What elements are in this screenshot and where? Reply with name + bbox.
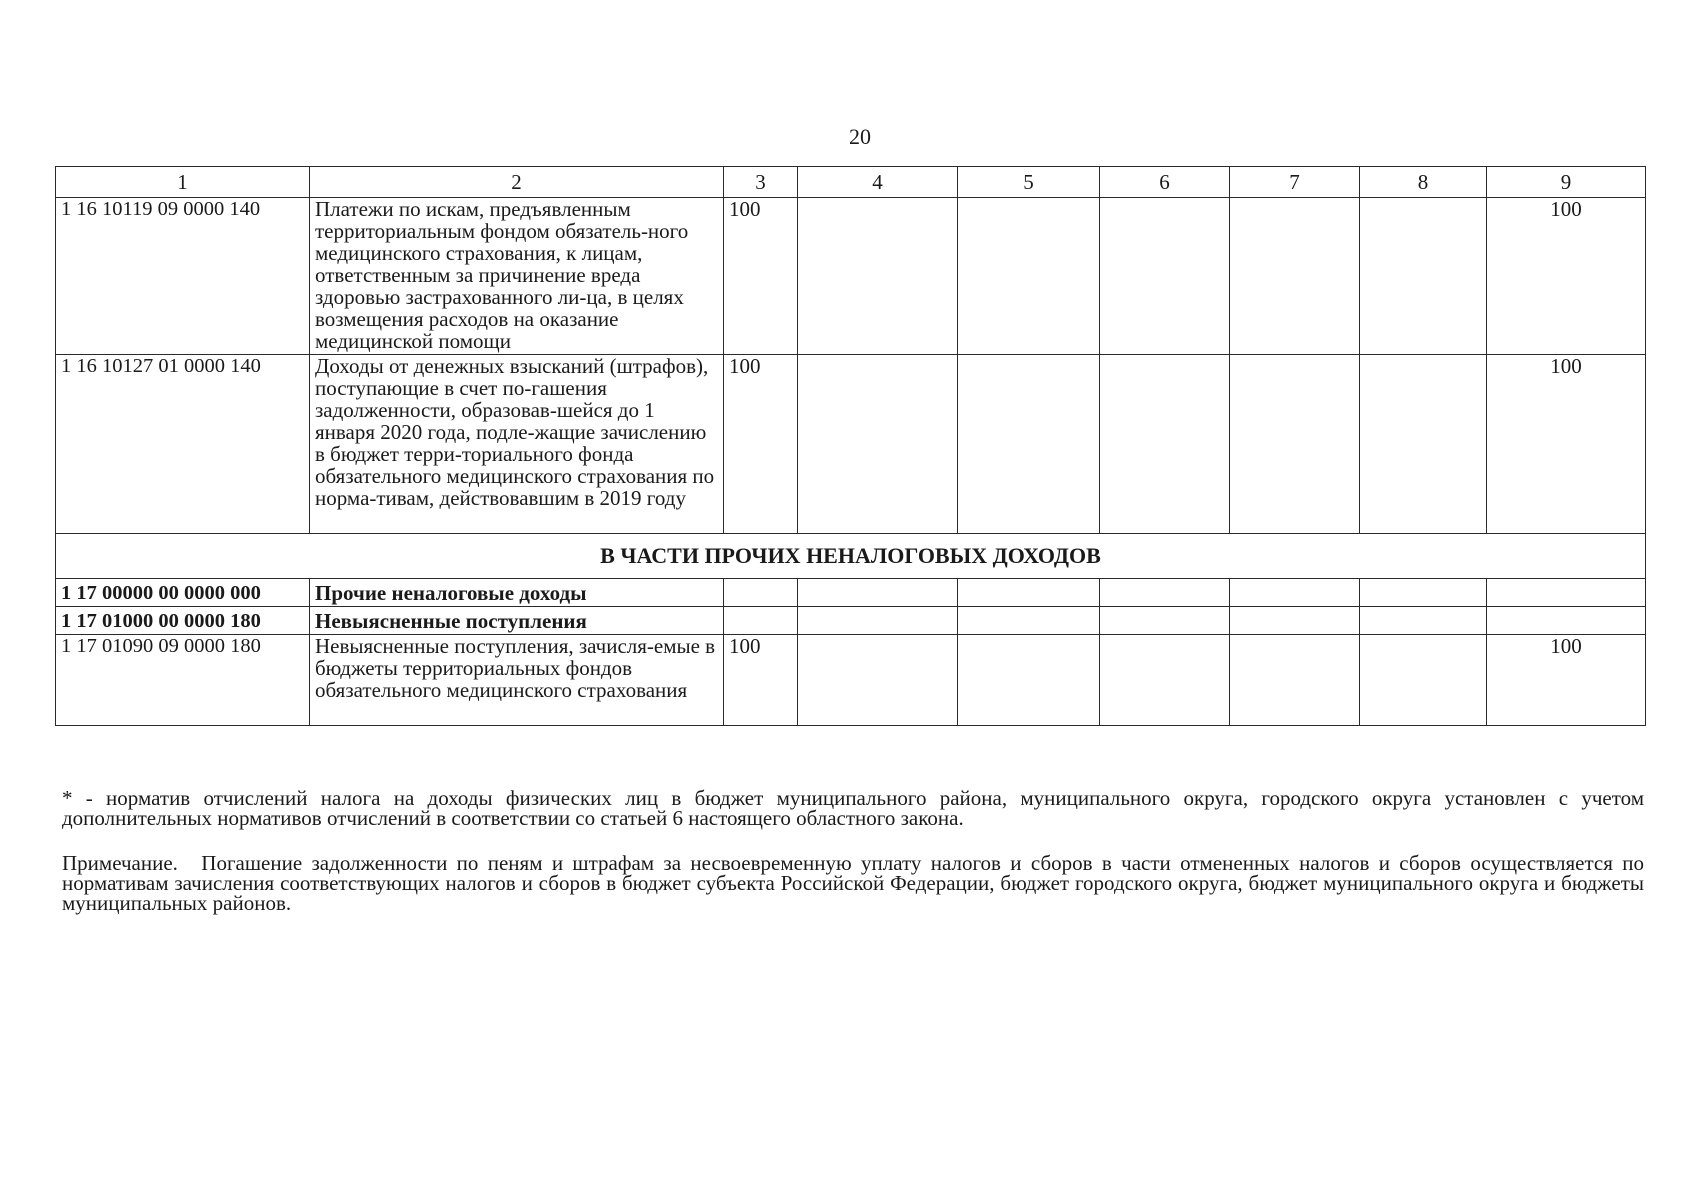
empty-cell (1100, 579, 1230, 607)
empty-cell (1487, 579, 1646, 607)
revenue-name: Прочие неналоговые доходы (310, 579, 724, 607)
empty-cell (1230, 198, 1360, 355)
table-row (56, 579, 1646, 607)
empty-cell (958, 579, 1100, 607)
table-header-row (56, 167, 1646, 198)
empty-cell (798, 607, 958, 635)
column-header-8: 8 (1360, 167, 1487, 198)
revenue-name: Невыясненные поступления (310, 607, 724, 635)
empty-cell (1100, 355, 1230, 534)
revenue-name: Доходы от денежных взысканий (штрафов), поступающие в счет по-гашения задолженности, образовав-шейся до 1 января 2020 года, подле-жащие зачислению в бюджет терри-ториального фонда обязательного медицинского страхования по норма-тивам, действовавшим в 2019 году (310, 355, 724, 534)
footnote-note (62, 853, 1644, 913)
norm-value-col3: 100 (724, 635, 798, 726)
empty-cell (958, 607, 1100, 635)
footnote-text: норматив отчислений налога на доходы физических лиц в бюджет муниципального района, муниципального округа, городского округа установлен с учетом дополнительных нормативов отчислений в соответствии со статьей 6 настоящего областного закона. (62, 786, 1645, 830)
note-label: Примечание. (62, 851, 178, 875)
table-row (56, 635, 1646, 726)
empty-cell (798, 198, 958, 355)
column-header-3: 3 (724, 167, 798, 198)
empty-cell (1230, 579, 1360, 607)
table-row (56, 355, 1646, 534)
revenue-name: Платежи по искам, предъявленным территориальным фондом обязатель-ного медицинского страхования, к лицам, ответственным за причинение вреда здоровью застрахованного ли-ца, в целях возмещения расходов на оказание медицинской помощи (310, 198, 724, 355)
empty-cell (724, 607, 798, 635)
norm-value-col3: 100 (724, 355, 798, 534)
note-text: Погашение задолженности по пеням и штрафам за несвоевременную уплату налогов и сборов в части отмененных налогов и сборов осуществляется по нормативам зачисления соответствующих налогов и сборов в бюджет субъекта Российской Федерации, бюджет городского округа, бюджет муниципального округа и бюджеты муниципальных районов. (62, 851, 1644, 915)
column-header-2: 2 (310, 167, 724, 198)
column-header-1: 1 (56, 167, 310, 198)
revenue-code: 1 17 01090 09 0000 180 (56, 635, 310, 726)
column-header-6: 6 (1100, 167, 1230, 198)
empty-cell (798, 355, 958, 534)
empty-cell (1100, 198, 1230, 355)
revenue-code: 1 16 10127 01 0000 140 (56, 355, 310, 534)
empty-cell (958, 635, 1100, 726)
norm-value-col3: 100 (724, 198, 798, 355)
empty-cell (958, 198, 1100, 355)
norm-value-col9: 100 (1487, 198, 1646, 355)
empty-cell (1360, 607, 1487, 635)
empty-cell (1100, 635, 1230, 726)
empty-cell (1100, 607, 1230, 635)
revenue-code: 1 16 10119 09 0000 140 (56, 198, 310, 355)
footnote-marker: * - (62, 786, 93, 810)
section-header-row (56, 534, 1646, 579)
empty-cell (1360, 579, 1487, 607)
empty-cell (1230, 635, 1360, 726)
revenue-code: 1 17 00000 00 0000 000 (56, 579, 310, 607)
table-row (56, 607, 1646, 635)
empty-cell (724, 579, 798, 607)
empty-cell (1487, 607, 1646, 635)
revenue-name: Невыясненные поступления, зачисля-емые в бюджеты территориальных фондов обязательного медицинского страхования (310, 635, 724, 726)
revenue-norms-table (55, 166, 1646, 726)
empty-cell (1360, 198, 1487, 355)
norm-value-col9: 100 (1487, 355, 1646, 534)
empty-cell (1230, 355, 1360, 534)
table-row (56, 198, 1646, 355)
column-header-5: 5 (958, 167, 1100, 198)
empty-cell (958, 355, 1100, 534)
empty-cell (1230, 607, 1360, 635)
column-header-7: 7 (1230, 167, 1360, 198)
column-header-9: 9 (1487, 167, 1646, 198)
empty-cell (1360, 635, 1487, 726)
norm-value-col9: 100 (1487, 635, 1646, 726)
footnote-asterisk (62, 788, 1644, 828)
empty-cell (1360, 355, 1487, 534)
section-title: В ЧАСТИ ПРОЧИХ НЕНАЛОГОВЫХ ДОХОДОВ (56, 534, 1646, 579)
empty-cell (798, 579, 958, 607)
empty-cell (798, 635, 958, 726)
page-number: 20 (849, 124, 871, 149)
column-header-4: 4 (798, 167, 958, 198)
revenue-code: 1 17 01000 00 0000 180 (56, 607, 310, 635)
